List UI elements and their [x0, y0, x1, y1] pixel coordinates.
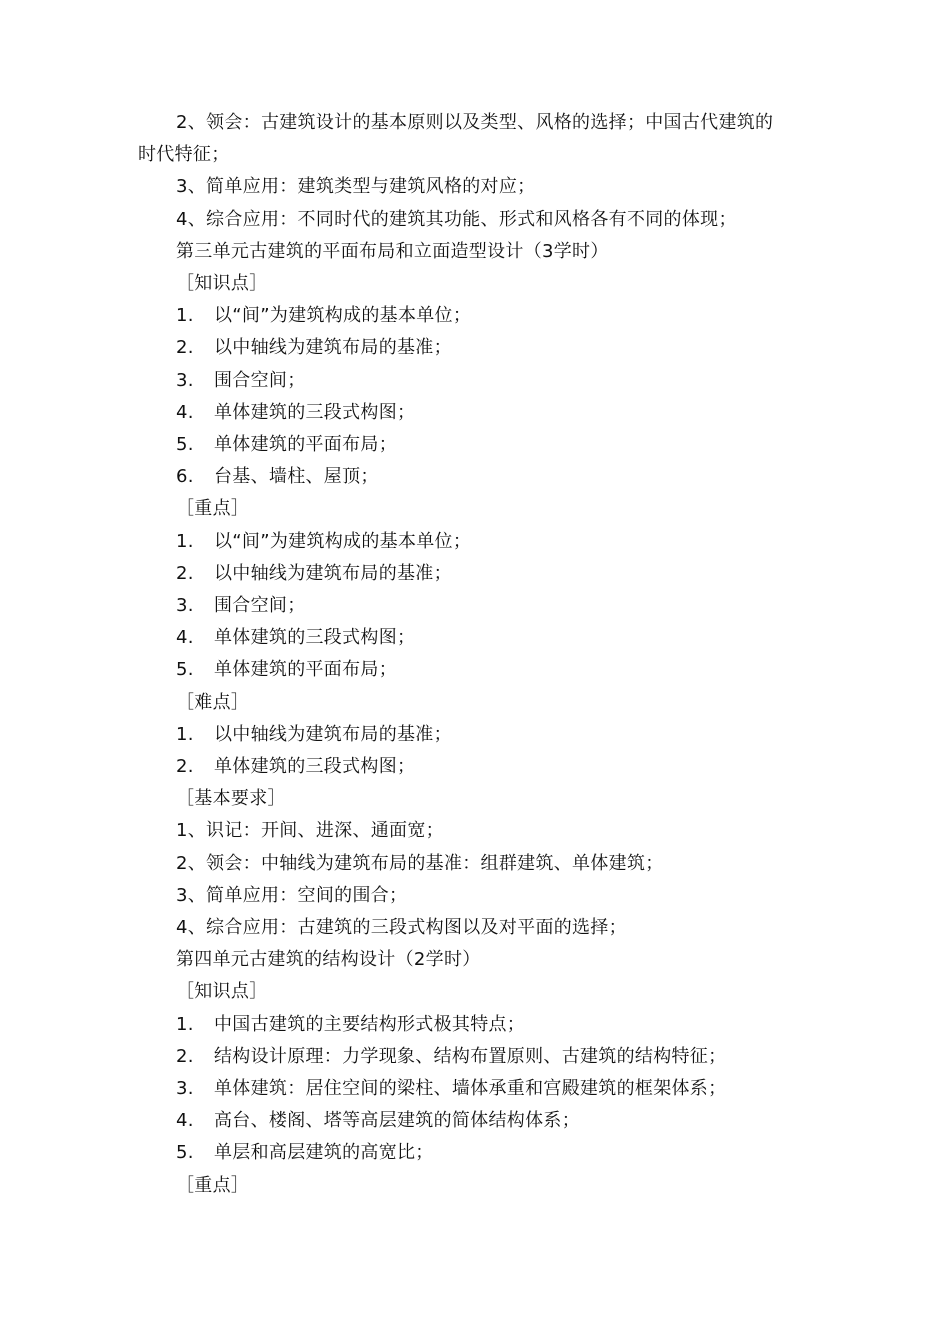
list-number: 2.: [176, 337, 194, 358]
numbered-list-item: [176, 465, 379, 489]
line-text: ［基本要求］: [176, 788, 286, 809]
numbered-list-item: [176, 530, 471, 554]
text-line: [176, 948, 481, 972]
line-text: 以“间”为建筑构成的基本单位；: [214, 531, 472, 552]
line-text: 以中轴线为建筑布局的基准；: [214, 563, 452, 584]
numbered-list-item: [176, 723, 452, 747]
line-text: 台基、墙柱、屋顶；: [214, 466, 379, 487]
list-number: 2.: [176, 1046, 194, 1067]
list-number: 1.: [176, 531, 194, 552]
line-text: 单体建筑的三段式构图；: [214, 627, 416, 648]
numbered-list-item: [176, 401, 415, 425]
list-number: 1.: [176, 1014, 194, 1035]
text-line: [176, 916, 627, 940]
text-line: [176, 208, 737, 232]
line-text: ［知识点］: [176, 273, 268, 294]
line-text: 第三单元古建筑的平面布局和立面造型设计（3学时）: [176, 241, 609, 262]
list-number: 1.: [176, 724, 194, 745]
line-text: ［难点］: [176, 692, 250, 713]
text-line: [176, 272, 268, 296]
line-text: 以中轴线为建筑布局的基准；: [214, 724, 452, 745]
line-text: 2、领会：中轴线为建筑布局的基准：组群建筑、单体建筑；: [176, 853, 664, 874]
numbered-list-item: [176, 1045, 726, 1069]
line-text: ［重点］: [176, 1175, 250, 1196]
numbered-list-item: [176, 1109, 580, 1133]
line-text: 第四单元古建筑的结构设计（2学时）: [176, 949, 481, 970]
text-line: [176, 240, 609, 264]
text-line: [138, 143, 230, 167]
line-text: 以“间”为建筑构成的基本单位；: [214, 305, 472, 326]
list-number: 2.: [176, 563, 194, 584]
list-number: 3.: [176, 595, 194, 616]
line-text: 单体建筑：居住空间的梁柱、墙体承重和宫殿建筑的框架体系；: [214, 1078, 727, 1099]
list-number: 2.: [176, 756, 194, 777]
list-number: 1.: [176, 305, 194, 326]
list-number: 6.: [176, 466, 194, 487]
list-number: 5.: [176, 659, 194, 680]
line-text: 围合空间；: [214, 595, 306, 616]
text-line: [176, 175, 535, 199]
line-text: 以中轴线为建筑布局的基准；: [214, 337, 452, 358]
numbered-list-item: [176, 1013, 525, 1037]
numbered-list-item: [176, 658, 397, 682]
list-number: 5.: [176, 434, 194, 455]
line-text: 4、综合应用：不同时代的建筑其功能、形式和风格各有不同的体现；: [176, 209, 737, 230]
numbered-list-item: [176, 336, 452, 360]
text-line: [176, 819, 444, 843]
line-text: 单层和高层建筑的高宽比；: [214, 1142, 434, 1163]
numbered-list-item: [176, 304, 471, 328]
text-line: [176, 980, 268, 1004]
numbered-list-item: [176, 755, 415, 779]
text-line: [176, 497, 249, 521]
numbered-list-item: [176, 626, 415, 650]
line-text: 围合空间；: [214, 370, 306, 391]
line-text: 中国古建筑的主要结构形式极其特点；: [214, 1014, 526, 1035]
line-text: 1、识记：开间、进深、通面宽；: [176, 820, 444, 841]
line-text: 时代特征；: [138, 144, 230, 165]
line-text: 3、简单应用：空间的围合；: [176, 885, 408, 906]
numbered-list-item: [176, 594, 306, 618]
line-text: 单体建筑的三段式构图；: [214, 756, 416, 777]
numbered-list-item: [176, 1141, 434, 1165]
list-number: 4.: [176, 627, 194, 648]
text-line: [176, 111, 773, 135]
numbered-list-item: [176, 1077, 726, 1101]
line-text: 单体建筑的平面布局；: [214, 659, 397, 680]
line-text: ［知识点］: [176, 981, 268, 1002]
text-line: [176, 691, 249, 715]
text-line: [176, 787, 286, 811]
list-number: 3.: [176, 1078, 194, 1099]
list-number: 5.: [176, 1142, 194, 1163]
line-text: ［重点］: [176, 498, 250, 519]
numbered-list-item: [176, 562, 452, 586]
text-line: [176, 884, 407, 908]
line-text: 高台、楼阁、塔等高层建筑的简体结构体系；: [214, 1110, 580, 1131]
line-text: 单体建筑的平面布局；: [214, 434, 397, 455]
list-number: 4.: [176, 402, 194, 423]
line-text: 3、简单应用：建筑类型与建筑风格的对应；: [176, 176, 536, 197]
line-text: 单体建筑的三段式构图；: [214, 402, 416, 423]
numbered-list-item: [176, 433, 397, 457]
line-text: 结构设计原理：力学现象、结构布置原则、古建筑的结构特征；: [214, 1046, 727, 1067]
list-number: 4.: [176, 1110, 194, 1131]
line-text: 2、领会：古建筑设计的基本原则以及类型、风格的选择；中国古代建筑的: [176, 112, 774, 133]
numbered-list-item: [176, 369, 306, 393]
text-line: [176, 1174, 249, 1198]
line-text: 4、综合应用：古建筑的三段式构图以及对平面的选择；: [176, 917, 627, 938]
text-line: [176, 852, 664, 876]
list-number: 3.: [176, 370, 194, 391]
